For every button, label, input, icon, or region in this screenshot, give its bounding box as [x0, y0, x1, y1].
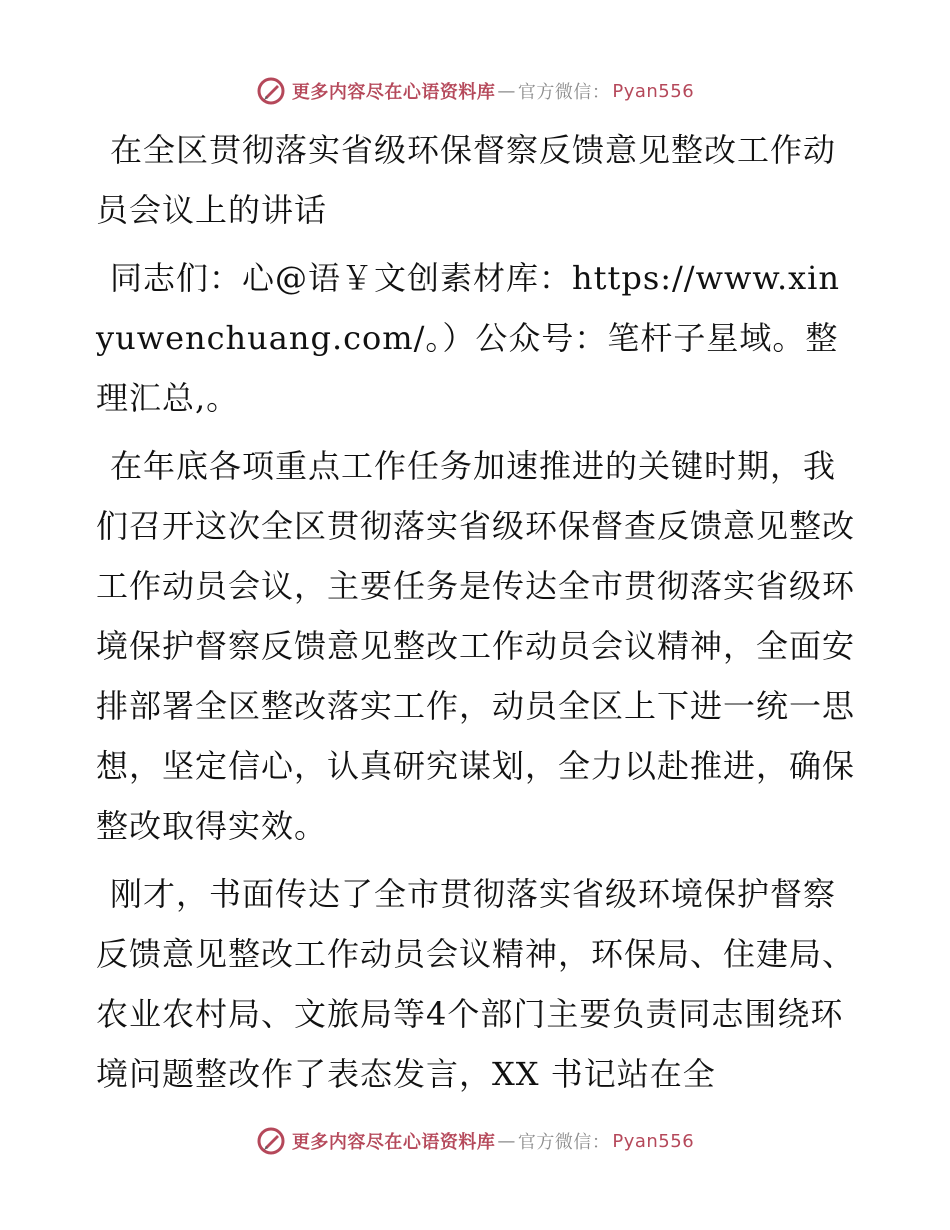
footer-watermark [0, 1121, 950, 1161]
watermark-wechat-id: Pyan556 [612, 1130, 695, 1152]
watermark-dash: — [497, 80, 516, 102]
header-watermark [0, 71, 950, 111]
watermark-site-text: 更多内容尽在心语资料库 [291, 1132, 496, 1153]
watermark-dash: — [497, 1130, 516, 1152]
watermark-wechat-id: Pyan556 [612, 80, 695, 102]
paragraph: 同志们：心@语￥文创素材库：https://www.xinyuwenchuang.com/。）公众号：笔杆子星域。整理汇总,。 [96, 259, 841, 417]
watermark-official-label: 官方微信： [517, 1132, 611, 1153]
paragraph: 在年底各项重点工作任务加速推进的关键时期，我们召开这次全区贯彻落实省级环保督查反馈意见整改工作动员会议，主要任务是传达全市贯彻落实省级环境保护督察反馈意见整改工作动员会议精神，全面安排部署全区整改落实工作，动员全区上下进一统一思想，坚定信心，认真研究谋划，全力以赴推进，确保整改取得实效。 [96, 447, 856, 845]
paragraph: 刚才，书面传达了全市贯彻落实省级环境保护督察反馈意见整改工作动员会议精神，环保局、住建局、农业农村局、文旅局等4个部门主要负责同志围绕环境问题整改作了表态发言，XX 书记站在全 [96, 875, 856, 1093]
quill-logo-icon [256, 76, 286, 106]
watermark-site-text: 更多内容尽在心语资料库 [291, 82, 496, 103]
document-title: 在全区贯彻落实省级环保督察反馈意见整改工作动员会议上的讲话 [96, 131, 837, 229]
quill-logo-icon [256, 1126, 286, 1156]
document-body [96, 120, 856, 1112]
watermark-official-label: 官方微信： [517, 82, 611, 103]
